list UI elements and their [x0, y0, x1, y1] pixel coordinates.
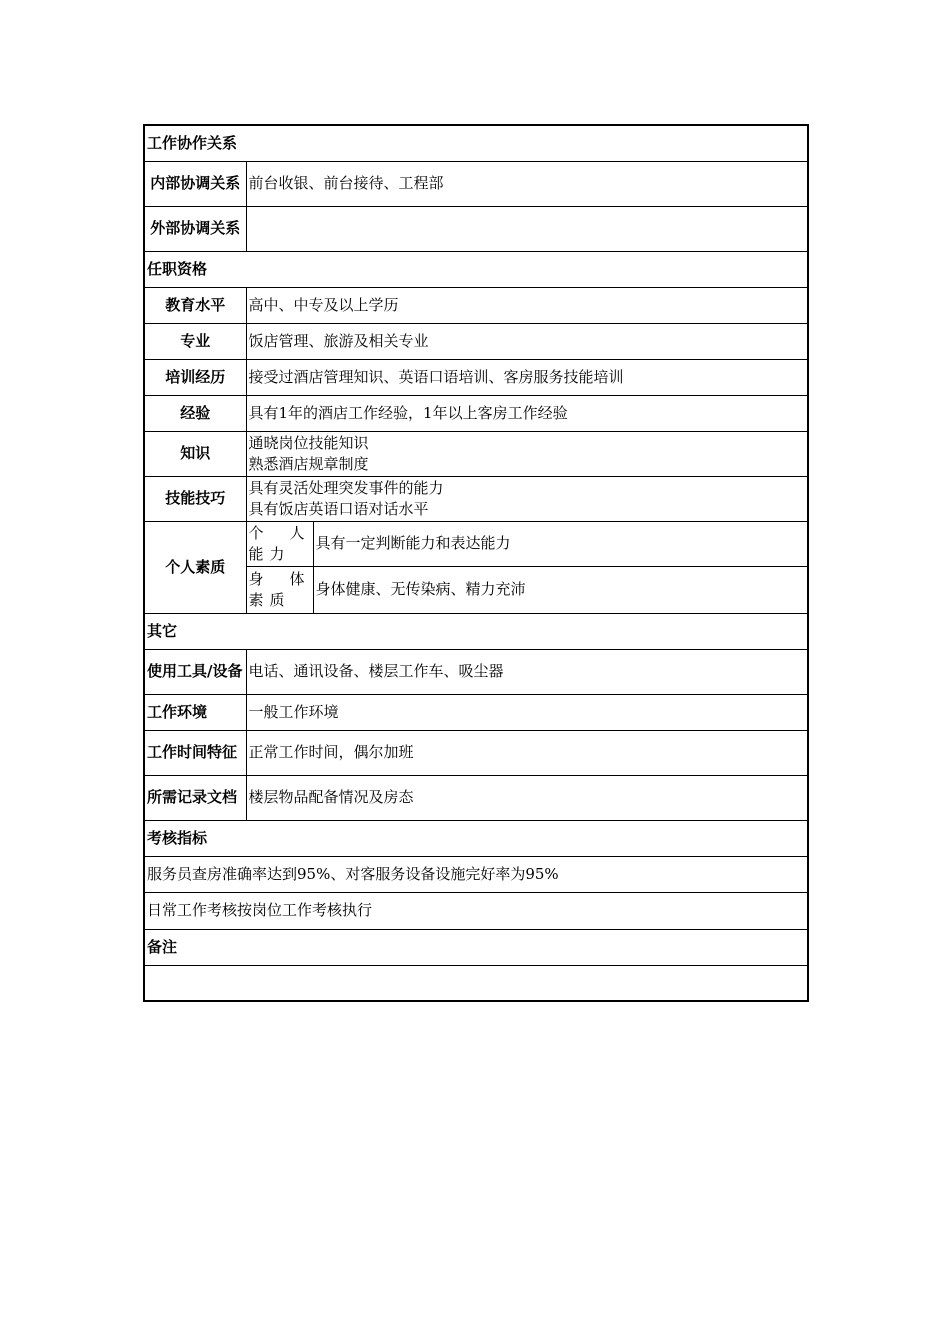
external-coordination-value: [246, 206, 808, 251]
row-assessment-1: [144, 856, 808, 892]
row-tools: [144, 649, 808, 694]
job-description-form: [143, 124, 807, 1002]
knowledge-line-1: 通晓岗位技能知识: [248, 433, 369, 452]
skills-line-2: 具有饭店英语口语对话水平: [248, 499, 429, 518]
internal-coordination-label: 内部协调关系: [144, 161, 246, 206]
section-header-assessment: [144, 820, 808, 856]
assessment-item-2: 日常工作考核按岗位工作考核执行: [144, 892, 808, 929]
work-time-value: 正常工作时间，偶尔加班: [246, 730, 808, 775]
education-label: 教育水平: [144, 287, 246, 323]
row-skills: [144, 476, 808, 521]
row-personal-ability: [144, 521, 808, 566]
experience-value: 具有1年的酒店工作经验，1年以上客房工作经验: [246, 395, 808, 431]
section-header-collab: [144, 125, 808, 161]
tools-label: 使用工具/设备: [144, 649, 246, 694]
knowledge-label: 知识: [144, 431, 246, 476]
knowledge-value: [246, 431, 808, 476]
documents-value: 楼层物品配备情况及房态: [246, 775, 808, 820]
environment-value: 一般工作环境: [246, 694, 808, 730]
row-remarks: [144, 965, 808, 1001]
skills-value: [246, 476, 808, 521]
assessment-item-1: 服务员查房准确率达到95%、对客服务设备设施完好率为95%: [144, 856, 808, 892]
row-education: [144, 287, 808, 323]
row-documents: [144, 775, 808, 820]
documents-label: 所需记录文档: [144, 775, 246, 820]
remarks-value: [144, 965, 808, 1001]
section-title-qualification: 任职资格: [144, 251, 808, 287]
row-external-coordination: [144, 206, 808, 251]
row-environment: [144, 694, 808, 730]
major-label: 专业: [144, 323, 246, 359]
major-value: 饭店管理、旅游及相关专业: [246, 323, 808, 359]
education-value: 高中、中专及以上学历: [246, 287, 808, 323]
internal-coordination-value: 前台收银、前台接待、工程部: [246, 161, 808, 206]
section-title-other: 其它: [144, 613, 808, 649]
personal-ability-value: 具有一定判断能力和表达能力: [313, 521, 808, 566]
section-title-remarks: 备注: [144, 929, 808, 965]
training-label: 培训经历: [144, 359, 246, 395]
row-training: [144, 359, 808, 395]
experience-label: 经验: [144, 395, 246, 431]
training-value: 接受过酒店管理知识、英语口语培训、客房服务技能培训: [246, 359, 808, 395]
section-title-assessment: 考核指标: [144, 820, 808, 856]
skills-line-1: 具有灵活处理突发事件的能力: [248, 478, 444, 497]
row-internal-coordination: [144, 161, 808, 206]
row-knowledge: [144, 431, 808, 476]
personal-ability-label: 个人能力: [246, 521, 313, 566]
knowledge-line-2: 熟悉酒店规章制度: [248, 454, 369, 473]
section-header-other: [144, 613, 808, 649]
external-coordination-label: 外部协调关系: [144, 206, 246, 251]
job-form-table: [143, 124, 809, 1002]
row-work-time: [144, 730, 808, 775]
row-experience: [144, 395, 808, 431]
physical-quality-value: 身体健康、无传染病、精力充沛: [313, 566, 808, 613]
skills-label: 技能技巧: [144, 476, 246, 521]
section-header-remarks: [144, 929, 808, 965]
tools-value: 电话、通讯设备、楼层工作车、吸尘器: [246, 649, 808, 694]
environment-label: 工作环境: [144, 694, 246, 730]
physical-quality-label: 身体素质: [246, 566, 313, 613]
row-assessment-2: [144, 892, 808, 929]
work-time-label: 工作时间特征: [144, 730, 246, 775]
personal-quality-label: 个人素质: [144, 521, 246, 613]
section-title-collab: 工作协作关系: [144, 125, 808, 161]
row-major: [144, 323, 808, 359]
section-header-qualification: [144, 251, 808, 287]
